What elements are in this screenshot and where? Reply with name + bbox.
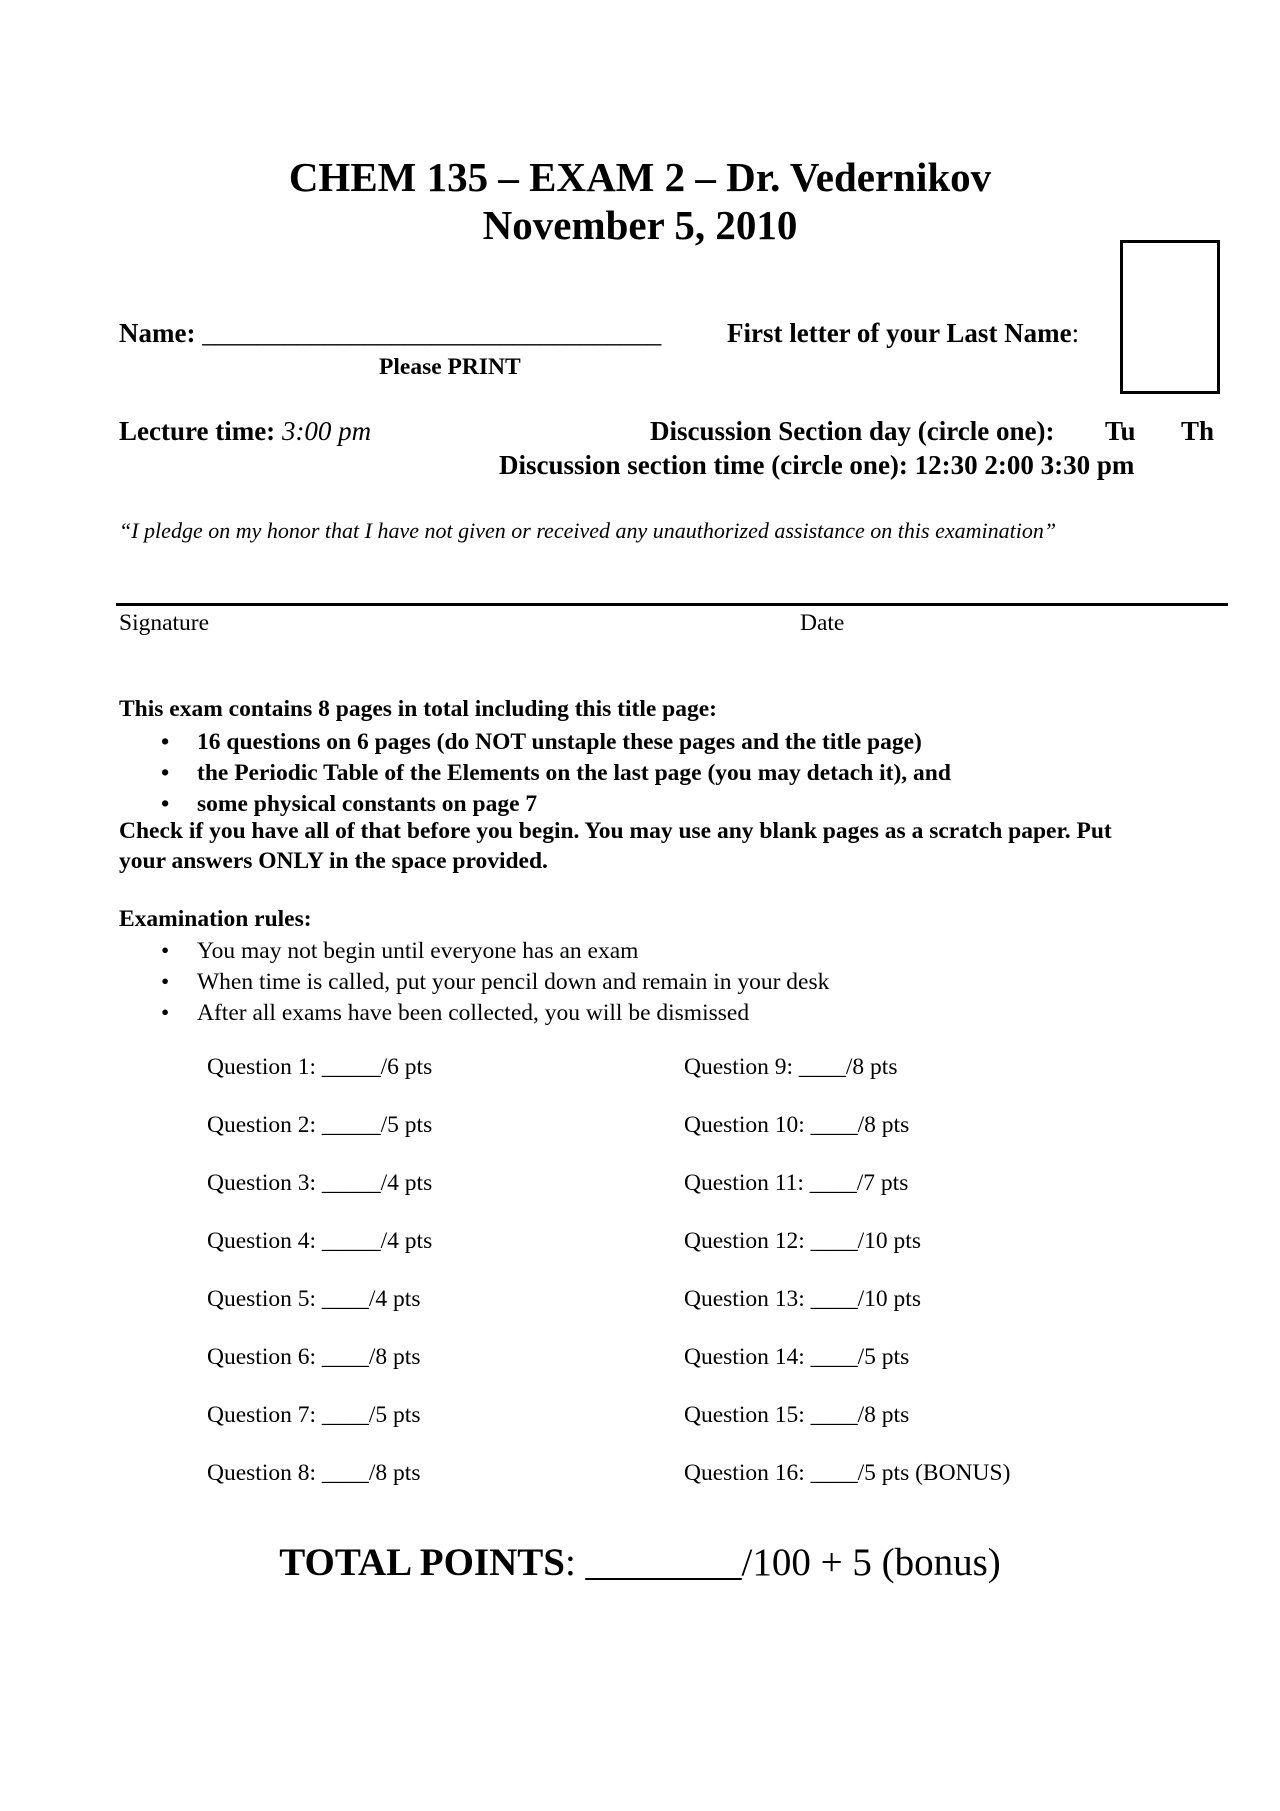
- exam-title: CHEM 135 – EXAM 2 – Dr. Vedernikov: [288, 154, 992, 200]
- rules-list: [119, 936, 829, 1029]
- discussion-time-options[interactable]: 12:30 2:00 3:30 pm: [914, 450, 1135, 480]
- discussion-time: Discussion section time (circle one): 12:30 2:00 3:30 pm: [499, 450, 1135, 480]
- print-note: Please PRINT: [379, 354, 521, 380]
- rules-heading: Examination rules:: [119, 906, 312, 932]
- score-question-16[interactable]: Question 16: ____/5 pts (BONUS): [684, 1460, 1011, 1486]
- score-question-6[interactable]: Question 6: ____/8 pts: [207, 1344, 421, 1370]
- name-blank[interactable]: __________________________________: [202, 318, 662, 348]
- score-question-11[interactable]: Question 11: ____/7 pts: [684, 1170, 909, 1196]
- score-question-4[interactable]: Question 4: _____/4 pts: [207, 1228, 433, 1254]
- score-question-2[interactable]: Question 2: _____/5 pts: [207, 1112, 433, 1138]
- score-question-5[interactable]: Question 5: ____/4 pts: [207, 1286, 421, 1312]
- check-line-1: Check if you have all of that before you begin. You may use any blank pages as a scratch paper. Put: [119, 818, 1112, 844]
- discussion-day-tu[interactable]: Tu: [1105, 416, 1136, 446]
- last-name-letter-label: First letter of your Last Name:: [727, 318, 1080, 348]
- score-question-7[interactable]: Question 7: ____/5 pts: [207, 1402, 421, 1428]
- discussion-day-th[interactable]: Th: [1181, 416, 1215, 446]
- list-item: • You may not begin until everyone has an exam: [161, 938, 639, 964]
- score-question-3[interactable]: Question 3: _____/4 pts: [207, 1170, 433, 1196]
- signature-label: Signature: [119, 610, 210, 636]
- score-question-12[interactable]: Question 12: ____/10 pts: [684, 1228, 921, 1254]
- score-question-13[interactable]: Question 13: ____/10 pts: [684, 1286, 921, 1312]
- score-question-9[interactable]: Question 9: ____/8 pts: [684, 1054, 898, 1080]
- check-line-2: your answers ONLY in the space provided.: [119, 848, 548, 874]
- lecture-time: Lecture time: 3:00 pm: [119, 416, 372, 446]
- total-points-label: TOTAL POINTS: [279, 1541, 565, 1584]
- contents-list: [119, 727, 951, 820]
- discussion-day-label: Discussion Section day (circle one):: [650, 416, 1055, 446]
- name-label: Name: __________________________________: [119, 318, 662, 348]
- score-question-14[interactable]: Question 14: ____/5 pts: [684, 1344, 910, 1370]
- exam-date: November 5, 2010: [482, 202, 798, 248]
- total-points-blank[interactable]: : ________/100 + 5 (bonus): [564, 1541, 1001, 1584]
- list-item: • When time is called, put your pencil down and remain in your desk: [161, 969, 830, 995]
- list-item: • 16 questions on 6 pages (do NOT unstaple these pages and the title page): [161, 729, 922, 755]
- signature-line[interactable]: [116, 603, 1228, 606]
- score-question-10[interactable]: Question 10: ____/8 pts: [684, 1112, 910, 1138]
- list-item: • After all exams have been collected, you will be dismissed: [161, 1000, 750, 1026]
- score-question-8[interactable]: Question 8: ____/8 pts: [207, 1460, 421, 1486]
- honor-pledge: “I pledge on my honor that I have not given or received any unauthorized assistance on this examination”: [119, 518, 1057, 543]
- total-points[interactable]: [0, 1540, 1280, 1585]
- last-name-letter-box[interactable]: [1120, 240, 1220, 394]
- list-item: • the Periodic Table of the Elements on the last page (you may detach it), and: [161, 760, 951, 786]
- date-label: Date: [800, 610, 845, 636]
- lecture-time-value: 3:00 pm: [281, 416, 372, 446]
- list-item: • some physical constants on page 7: [161, 791, 538, 817]
- score-question-15[interactable]: Question 15: ____/8 pts: [684, 1402, 910, 1428]
- score-question-1[interactable]: Question 1: _____/6 pts: [207, 1054, 433, 1080]
- contents-intro: This exam contains 8 pages in total including this title page:: [119, 696, 717, 722]
